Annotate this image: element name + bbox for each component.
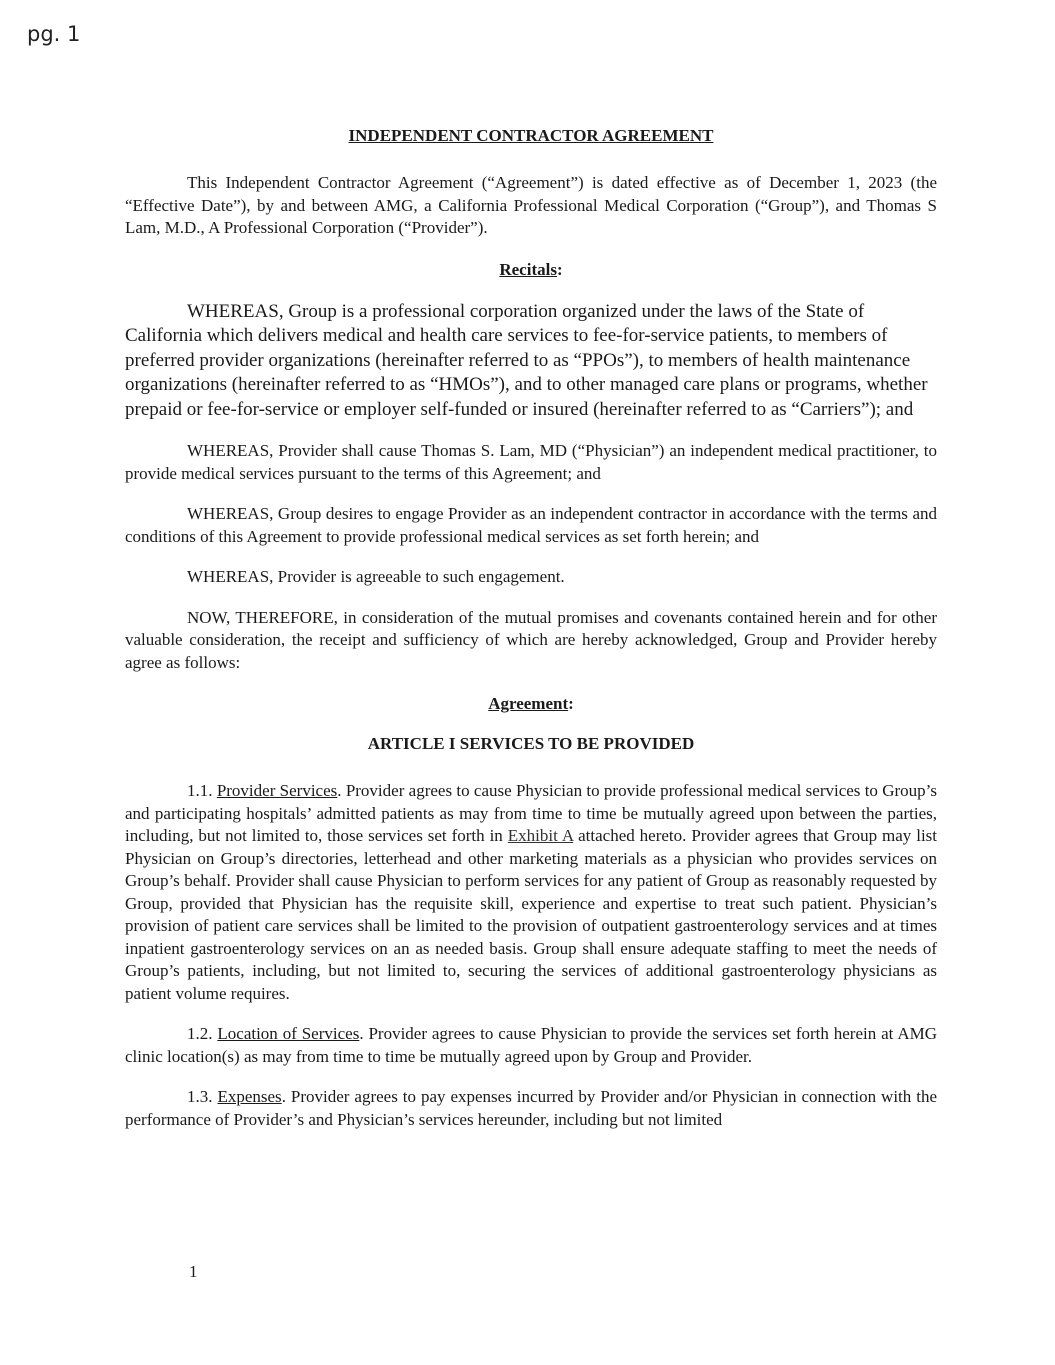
section-1-1 <box>125 780 937 1005</box>
section-1-3-number: 1.3. <box>187 1087 213 1106</box>
recitals-heading-text: Recitals <box>499 259 557 279</box>
now-therefore-paragraph: NOW, THEREFORE, in consideration of the mutual promises and covenants contained herein and for other valuable consideration, the receipt and sufficiency of which are hereby acknowledged, Group and Provider hereby agree as follows: <box>125 607 937 672</box>
section-1-2-heading: Location of Services <box>217 1024 360 1043</box>
section-1-1-heading: Provider Services <box>216 781 338 800</box>
section-1-1-number: 1.1. <box>187 781 213 800</box>
section-1-3-text: . Provider agrees to pay expenses incurred by Provider and/or Physician in connection with the performance of Provider’s and Physician’s services hereunder, including but not limited <box>125 1087 937 1129</box>
agreement-heading <box>125 694 937 714</box>
recitals-heading <box>125 260 937 280</box>
agreement-heading-colon: : <box>568 694 574 713</box>
whereas-paragraph-1: WHEREAS, Group is a professional corporation organized under the laws of the State of California which delivers medical and health care services to fee-for-service patients, to members of preferred provider organizations (hereinafter referred to as “PPOs”), to members of health maintenance organizations (hereinafter referred to as “HMOs”), and to other managed care plans or programs, whether prepaid or fee-for-service or employer self-funded or insured (hereinafter referred to as “Carriers”); and <box>125 300 928 420</box>
recitals-heading-colon: : <box>556 259 563 279</box>
section-1-2-text: . Provider agrees to cause Physician to provide the services set forth herein at AMG clinic location(s) as may from time to time be mutually agreed upon by Group and Provider. <box>125 1024 937 1066</box>
intro-paragraph: This Independent Contractor Agreement (“Agreement”) is dated effective as of December 1, 2023 (the “Effective Date”), by and between AMG, a California Professional Medical Corporation (“Group”), and Thomas S Lam, M.D., A Professional Corporation (“Provider”). <box>125 173 937 237</box>
section-1-3-heading: Expenses <box>217 1087 282 1106</box>
section-1-2-number: 1.2. <box>187 1024 213 1043</box>
document-body <box>125 126 937 1149</box>
whereas-paragraph-3: WHEREAS, Group desires to engage Provider as an independent contractor in accordance with the terms and conditions of this Agreement to provide professional medical services as set forth herein; and <box>125 504 937 546</box>
document-title: INDEPENDENT CONTRACTOR AGREEMENT <box>348 126 714 145</box>
section-1-1-text-a: . Provider agrees to cause Physician to provide professional medical services to Group’s and participating hospitals’ admitted patients as may from time to time be mutually agreed upon between the parties, including, but not limited to, those services set forth in <box>125 781 938 845</box>
section-1-2 <box>125 1023 937 1068</box>
whereas-paragraph-4: WHEREAS, Provider is agreeable to such engagement. <box>187 567 565 586</box>
section-1-1-text-b: attached hereto. Provider agrees that Group may list Physician on Group’s directories, letterhead and other marketing materials as a physician who provides services on Group’s behalf. Provider shall cause Physician to perform services for any patient of Group as reasonably requested by Group, provided that Physician has the requisite skill, experience and expertise to treat such patient. Physician’s provision of patient care services shall be limited to the provision of outpatient gastroenterology services and at times inpatient gastroenterology services on an as needed basis. Group shall ensure adequate staffing to meet the needs of Group’s patients, including, but not limited to, securing the services of additional gastroenterology physicians as patient volume requires. <box>125 826 937 1003</box>
article-title: ARTICLE I SERVICES TO BE PROVIDED <box>367 734 695 753</box>
agreement-heading-text: Agreement <box>488 694 569 713</box>
exhibit-a-reference: Exhibit A <box>507 826 574 845</box>
page-label: pg. 1 <box>27 22 81 46</box>
section-1-3 <box>125 1086 937 1131</box>
page-number: 1 <box>189 1262 198 1281</box>
whereas-paragraph-2: WHEREAS, Provider shall cause Thomas S. Lam, MD (“Physician”) an independent medical practitioner, to provide medical services pursuant to the terms of this Agreement; and <box>125 441 937 483</box>
